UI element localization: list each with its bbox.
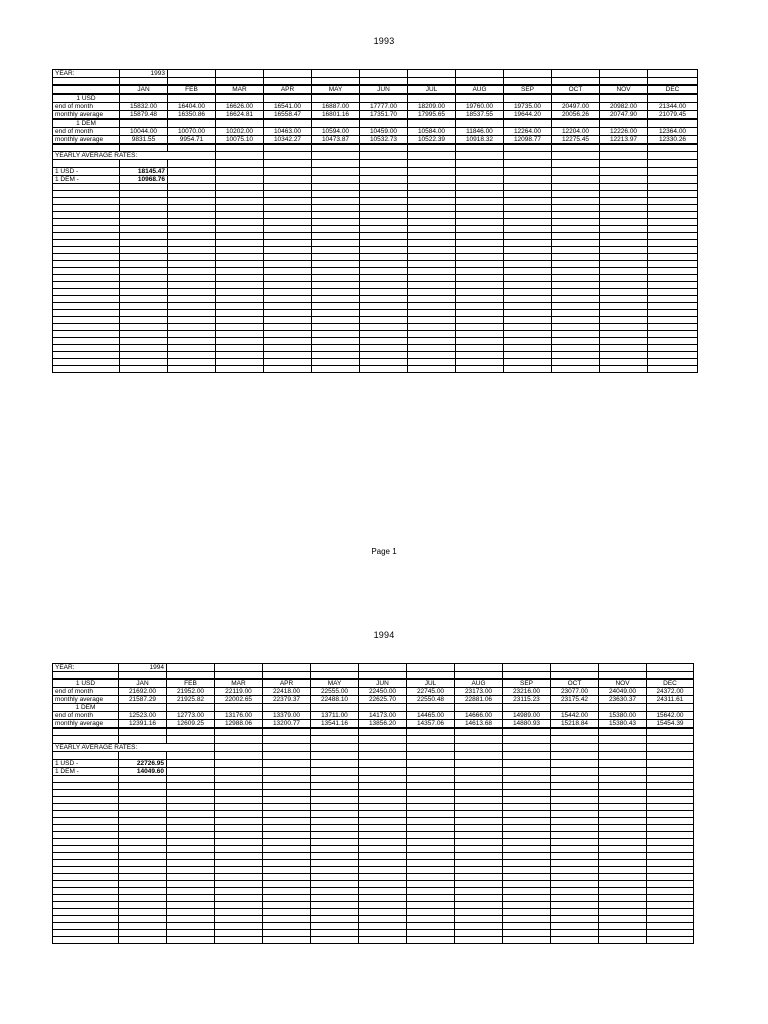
rate-cell: 21925.82 [167, 695, 215, 703]
month-header-row [53, 85, 698, 94]
rate-cell: 10202.00 [216, 127, 264, 135]
rate-cell: 17995.65 [408, 110, 456, 119]
month-header: MAY [312, 85, 360, 94]
rate-cell: 14880.93 [503, 719, 551, 728]
exchange-rate-table [52, 69, 698, 373]
table-row [53, 110, 698, 119]
rate-cell: 20982.00 [600, 102, 648, 110]
empty-grid-row [53, 303, 698, 310]
empty-grid-row [53, 268, 698, 275]
rate-cell: 21344.00 [648, 102, 698, 110]
yearly-usd-value: 22726.95 [119, 760, 167, 768]
rate-cell: 23077.00 [551, 687, 599, 695]
rate-cell: 12330.26 [648, 135, 698, 144]
row-label-end-of-month: end of month [53, 127, 120, 135]
rate-cell: 15442.00 [551, 711, 599, 719]
empty-grid-row [53, 846, 694, 853]
month-header: NOV [600, 85, 648, 94]
month-header: AUG [456, 85, 504, 94]
month-header: SEP [504, 85, 552, 94]
month-header: FEB [168, 85, 216, 94]
rate-cell: 16626.00 [216, 102, 264, 110]
rate-cell: 14357.06 [407, 719, 455, 728]
rate-cell: 10342.27 [264, 135, 312, 144]
rate-cell: 20747.90 [600, 110, 648, 119]
empty-grid-row [53, 895, 694, 902]
empty-grid-row [53, 888, 694, 895]
empty-grid-row [53, 198, 698, 205]
empty-grid-row [53, 797, 694, 804]
rate-cell: 22625.70 [359, 695, 407, 703]
rate-cell: 12988.06 [215, 719, 263, 728]
empty-grid-row [53, 289, 698, 296]
month-header: OCT [552, 85, 600, 94]
rate-cell: 13176.00 [215, 711, 263, 719]
empty-grid-row [53, 860, 694, 867]
rate-cell: 24311.61 [647, 695, 694, 703]
rate-cell: 22555.00 [311, 687, 359, 695]
empty-grid-row [53, 191, 698, 198]
empty-grid-row [53, 811, 694, 818]
row-label-monthly-average: monthly average [53, 110, 120, 119]
empty-grid-row [53, 818, 694, 825]
yearly-dem-value: 14049.60 [119, 768, 167, 776]
rate-cell: 10459.00 [360, 127, 408, 135]
rate-cell: 15218.84 [551, 719, 599, 728]
row-label-end-of-month: end of month [53, 711, 119, 719]
empty-grid-row [53, 776, 694, 783]
rate-cell: 23175.42 [551, 695, 599, 703]
rate-cell: 9954.71 [168, 135, 216, 144]
rate-cell: 15832.00 [120, 102, 168, 110]
rate-cell: 23630.37 [599, 695, 647, 703]
yearly-dem-label: 1 DEM - [53, 176, 120, 184]
rate-cell: 12609.25 [167, 719, 215, 728]
rate-cell: 12098.77 [504, 135, 552, 144]
table-row [53, 695, 694, 703]
rate-cell: 13711.00 [311, 711, 359, 719]
month-header: JUL [407, 679, 455, 688]
rate-cell: 21587.29 [119, 695, 167, 703]
rate-cell: 13200.77 [263, 719, 311, 728]
rate-cell: 12773.00 [167, 711, 215, 719]
month-header: APR [263, 679, 311, 688]
month-header: JUN [360, 85, 408, 94]
rate-cell: 14613.68 [455, 719, 503, 728]
rate-cell: 16624.81 [216, 110, 264, 119]
empty-grid-row [53, 247, 698, 254]
rate-cell: 14989.00 [503, 711, 551, 719]
empty-grid-row [53, 783, 694, 790]
rate-cell: 16541.00 [264, 102, 312, 110]
table-row [53, 135, 698, 144]
empty-grid-row [53, 902, 694, 909]
empty-grid-row [53, 366, 698, 373]
month-header: JAN [119, 679, 167, 688]
empty-grid-row [53, 324, 698, 331]
month-header: JUN [359, 679, 407, 688]
table-row [53, 102, 698, 110]
rate-cell: 15642.00 [647, 711, 694, 719]
empty-grid-row [53, 909, 694, 916]
rate-cell: 22745.00 [407, 687, 455, 695]
rate-cell: 15879.48 [120, 110, 168, 119]
empty-grid-row [53, 317, 698, 324]
row-label-monthly-average: monthly average [53, 135, 120, 144]
rate-cell: 10594.00 [312, 127, 360, 135]
rate-cell: 22881.06 [455, 695, 503, 703]
rate-cell: 13541.16 [311, 719, 359, 728]
empty-grid-row [53, 205, 698, 212]
empty-grid-row [53, 240, 698, 247]
empty-grid-row [53, 184, 698, 191]
row-label-end-of-month: end of month [53, 102, 120, 110]
rate-cell: 22450.00 [359, 687, 407, 695]
rate-cell: 12226.00 [600, 127, 648, 135]
month-header: MAY [311, 679, 359, 688]
empty-grid-row [53, 331, 698, 338]
yearly-usd-value: 18145.47 [120, 168, 168, 176]
rate-cell: 18209.00 [408, 102, 456, 110]
yearly-average-heading: YEARLY AVERAGE RATES: [53, 152, 216, 160]
month-header: APR [264, 85, 312, 94]
empty-grid-row [53, 832, 694, 839]
currency-label-usd: 1 USD [53, 94, 120, 103]
rate-cell: 15380.00 [599, 711, 647, 719]
month-header: JUL [408, 85, 456, 94]
rate-cell: 17777.00 [360, 102, 408, 110]
empty-grid-row [53, 804, 694, 811]
rate-cell: 12275.45 [552, 135, 600, 144]
empty-grid-row [53, 874, 694, 881]
rate-cell: 24049.00 [599, 687, 647, 695]
yearly-usd-label: 1 USD - [53, 760, 119, 768]
rate-cell: 16558.47 [264, 110, 312, 119]
rate-cell: 23115.23 [503, 695, 551, 703]
rate-cell: 16887.00 [312, 102, 360, 110]
rate-cell: 13379.00 [263, 711, 311, 719]
rate-cell: 10463.00 [264, 127, 312, 135]
rate-cell: 23216.00 [503, 687, 551, 695]
empty-grid-row [53, 254, 698, 261]
rate-cell: 12204.00 [552, 127, 600, 135]
month-header: DEC [648, 85, 698, 94]
rate-cell: 22379.37 [263, 695, 311, 703]
rate-cell: 21952.00 [167, 687, 215, 695]
rate-cell: 24372.00 [647, 687, 694, 695]
empty-grid-row [53, 338, 698, 345]
rate-cell: 12213.97 [600, 135, 648, 144]
month-header: OCT [551, 679, 599, 688]
empty-grid-row [53, 233, 698, 240]
rate-cell: 17351.70 [360, 110, 408, 119]
rate-cell: 10075.10 [216, 135, 264, 144]
rate-cell: 20056.26 [552, 110, 600, 119]
rate-cell: 12364.00 [648, 127, 698, 135]
row-label-end-of-month: end of month [53, 687, 119, 695]
empty-grid-row [53, 937, 694, 944]
yearly-usd-label: 1 USD - [53, 168, 120, 176]
empty-grid-row [53, 219, 698, 226]
rate-cell: 10044.00 [120, 127, 168, 135]
exchange-rate-table [52, 663, 694, 944]
rate-cell: 22002.65 [215, 695, 263, 703]
rate-cell: 16350.86 [168, 110, 216, 119]
month-header: DEC [647, 679, 694, 688]
yearly-average-heading: YEARLY AVERAGE RATES: [53, 744, 215, 752]
empty-grid-row [53, 923, 694, 930]
rate-cell: 9831.55 [120, 135, 168, 144]
month-header: MAR [215, 679, 263, 688]
rate-cell: 23173.00 [455, 687, 503, 695]
rate-cell: 22418.00 [263, 687, 311, 695]
empty-grid-row [53, 345, 698, 352]
rate-cell: 12264.00 [504, 127, 552, 135]
sheet-title: 1993 [373, 36, 395, 46]
empty-grid-row [53, 790, 694, 797]
year-label: YEAR: [53, 664, 119, 672]
rate-cell: 14666.00 [455, 711, 503, 719]
rate-cell: 12523.00 [119, 711, 167, 719]
rate-cell: 10918.32 [456, 135, 504, 144]
table-row [53, 711, 694, 719]
rate-cell: 15380.43 [599, 719, 647, 728]
month-header: NOV [599, 679, 647, 688]
rate-cell: 22550.48 [407, 695, 455, 703]
month-header: JAN [120, 85, 168, 94]
yearly-dem-label: 1 DEM - [53, 768, 119, 776]
empty-grid-row [53, 930, 694, 937]
year-value: 1994 [119, 664, 167, 672]
rate-cell: 14465.00 [407, 711, 455, 719]
rate-cell: 10584.00 [408, 127, 456, 135]
rate-cell: 21079.45 [648, 110, 698, 119]
month-header: AUG [455, 679, 503, 688]
empty-grid-row [53, 839, 694, 846]
empty-grid-row [53, 212, 698, 219]
empty-grid-row [53, 282, 698, 289]
month-header: SEP [503, 679, 551, 688]
empty-grid-row [53, 825, 694, 832]
rate-cell: 19760.00 [456, 102, 504, 110]
currency-label-dem: 1 DEM [53, 119, 120, 128]
currency-label-usd: 1 USD [53, 679, 119, 688]
rate-cell: 20497.00 [552, 102, 600, 110]
rate-cell: 10532.73 [360, 135, 408, 144]
rate-cell: 19735.00 [504, 102, 552, 110]
empty-grid-row [53, 261, 698, 268]
rate-cell: 10473.87 [312, 135, 360, 144]
table-row [53, 127, 698, 135]
row-label-monthly-average: monthly average [53, 695, 119, 703]
rate-cell: 10070.00 [168, 127, 216, 135]
table-row [53, 687, 694, 695]
empty-grid-row [53, 359, 698, 366]
rate-cell: 16404.00 [168, 102, 216, 110]
table-row [53, 719, 694, 728]
rate-cell: 12391.16 [119, 719, 167, 728]
empty-grid-row [53, 853, 694, 860]
empty-grid-row [53, 916, 694, 923]
rate-cell: 14173.00 [359, 711, 407, 719]
rate-cell: 11846.00 [456, 127, 504, 135]
rate-cell: 16801.16 [312, 110, 360, 119]
empty-grid-row [53, 867, 694, 874]
month-header: FEB [167, 679, 215, 688]
currency-label-dem: 1 DEM [53, 703, 119, 711]
rate-cell: 22119.00 [215, 687, 263, 695]
rate-cell: 22488.10 [311, 695, 359, 703]
empty-grid-row [53, 275, 698, 282]
month-header-row [53, 679, 694, 688]
empty-grid-row [53, 296, 698, 303]
empty-grid-row [53, 881, 694, 888]
row-label-monthly-average: monthly average [53, 719, 119, 728]
yearly-dem-value: 10968.76 [120, 176, 168, 184]
rate-cell: 21692.00 [119, 687, 167, 695]
sheet-title: 1994 [373, 630, 395, 640]
empty-grid-row [53, 352, 698, 359]
rate-cell: 13856.20 [359, 719, 407, 728]
empty-grid-row [53, 310, 698, 317]
month-header: MAR [216, 85, 264, 94]
year-label: YEAR: [53, 70, 120, 78]
rate-cell: 10522.39 [408, 135, 456, 144]
rate-cell: 19644.20 [504, 110, 552, 119]
empty-grid-row [53, 226, 698, 233]
rate-cell: 18537.55 [456, 110, 504, 119]
rate-cell: 15454.39 [647, 719, 694, 728]
page-number: Page 1 [371, 547, 397, 556]
year-value: 1993 [120, 70, 168, 78]
